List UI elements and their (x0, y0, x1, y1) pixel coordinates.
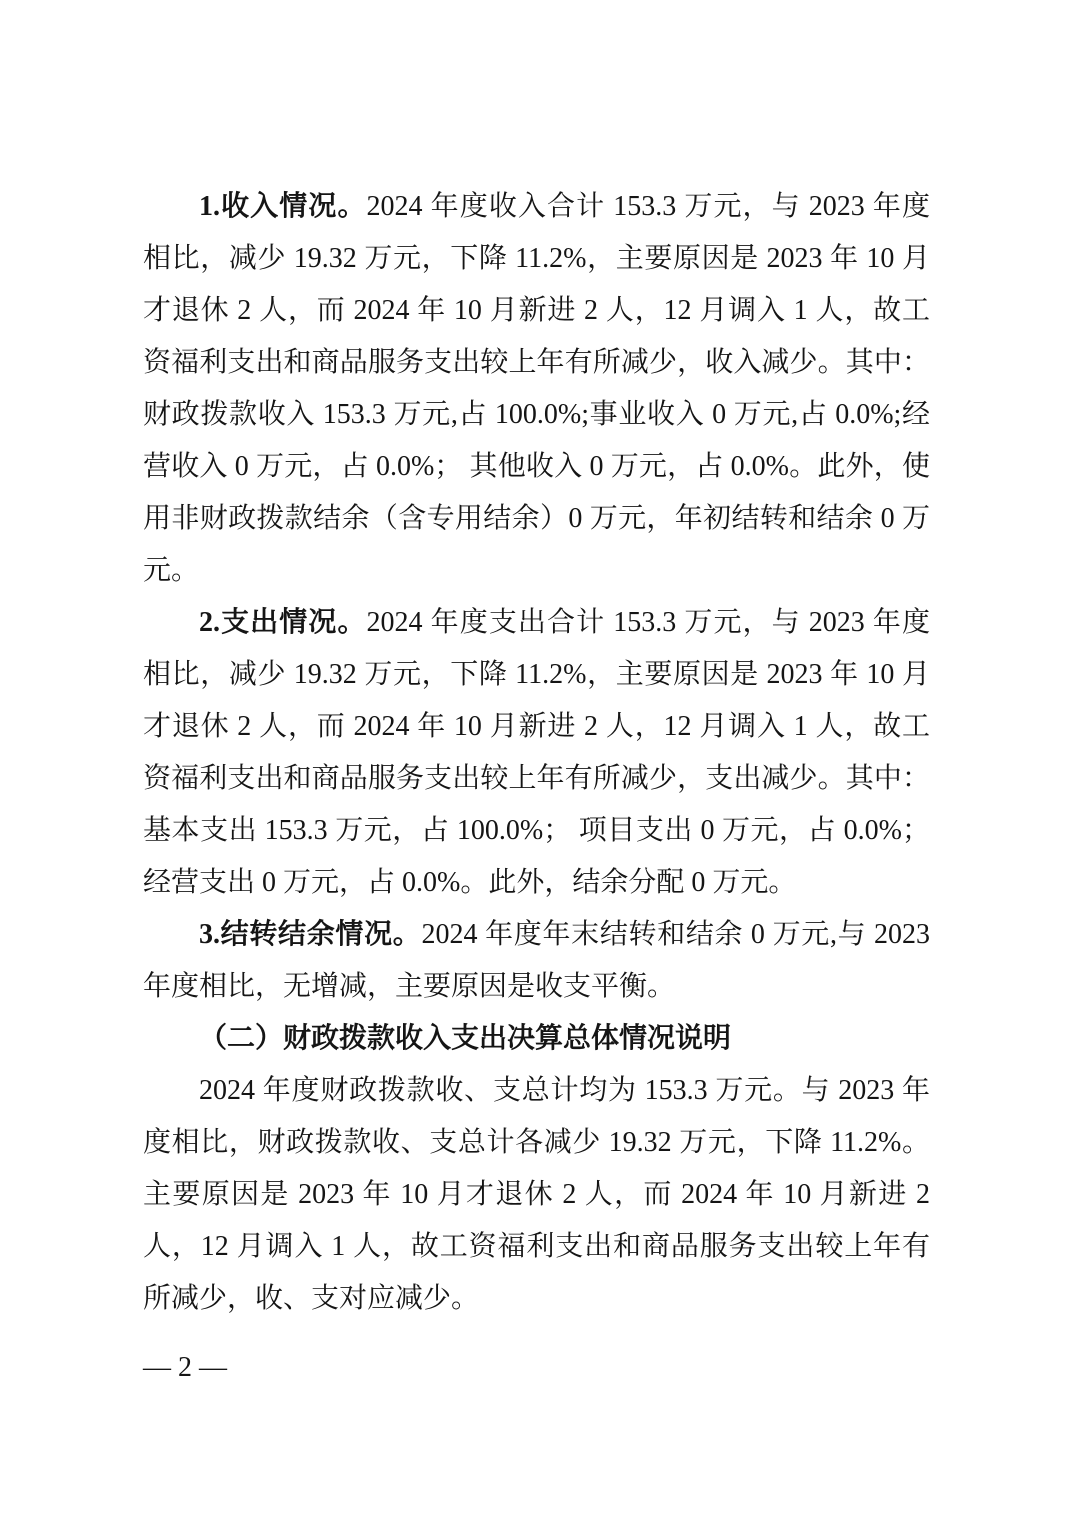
paragraph-income-lead: 1.收入情况。 (199, 191, 367, 222)
paragraph-expenditure-lead: 2.支出情况。 (199, 607, 367, 638)
paragraph-expenditure-text: 2024 年度支出合计 153.3 万元，与 2023 年度相比，减少 19.32 万元，下降 11.2%，主要原因是 2023 年 10 月才退休 2 人，而 2024 年 10 月新进 2 人，12 月调入 1 人，故工资福利支出和商品服务支出较上年有所减少，支出减少。其中：基本支出 153.3 万元，占 100.0%； 项目支出 0 万元，占 0.0%；经营支出 0 万元，占 0.0%。此外，结余分配 0 万元。 (143, 607, 930, 898)
paragraph-expenditure (143, 597, 930, 909)
document-body (143, 181, 930, 1325)
paragraph-carryover-lead: 3.结转结余情况。 (199, 919, 422, 950)
page-number: — 2 — (143, 1352, 227, 1383)
paragraph-income-text: 2024 年度收入合计 153.3 万元，与 2023 年度相比，减少 19.32 万元，下降 11.2%，主要原因是 2023 年 10 月才退休 2 人，而 2024 年 10 月新进 2 人，12 月调入 1 人，故工资福利支出和商品服务支出较上年有所减少，收入减少。其中：财政拨款收入 153.3 万元,占 100.0%;事业收入 0 万元,占 0.0%;经营收入 0 万元，占 0.0%； 其他收入 0 万元，占 0.0%。此外，使用非财政拨款结余（含专用结余）0 万元，年初结转和结余 0 万元。 (143, 191, 930, 586)
paragraph-fiscal-summary-text: 2024 年度财政拨款收、支总计均为 153.3 万元。与 2023 年度相比，财政拨款收、支总计各减少 19.32 万元，下降 11.2%。主要原因是 2023 年 10 月才退休 2 人，而 2024 年 10 月新进 2 人，12 月调入 1 人，故工资福利支出和商品服务支出较上年有所减少，收、支对应减少。 (143, 1075, 930, 1314)
paragraph-carryover-text: 2024 年度年末结转和结余 0 万元,与 2023 年度相比，无增减，主要原因是收支平衡。 (143, 919, 930, 1002)
paragraph-carryover (143, 909, 930, 1013)
paragraph-fiscal-summary (143, 1065, 930, 1325)
paragraph-income (143, 181, 930, 597)
section-heading-fiscal-appropriation: （二）财政拨款收入支出决算总体情况说明 (199, 1023, 732, 1054)
